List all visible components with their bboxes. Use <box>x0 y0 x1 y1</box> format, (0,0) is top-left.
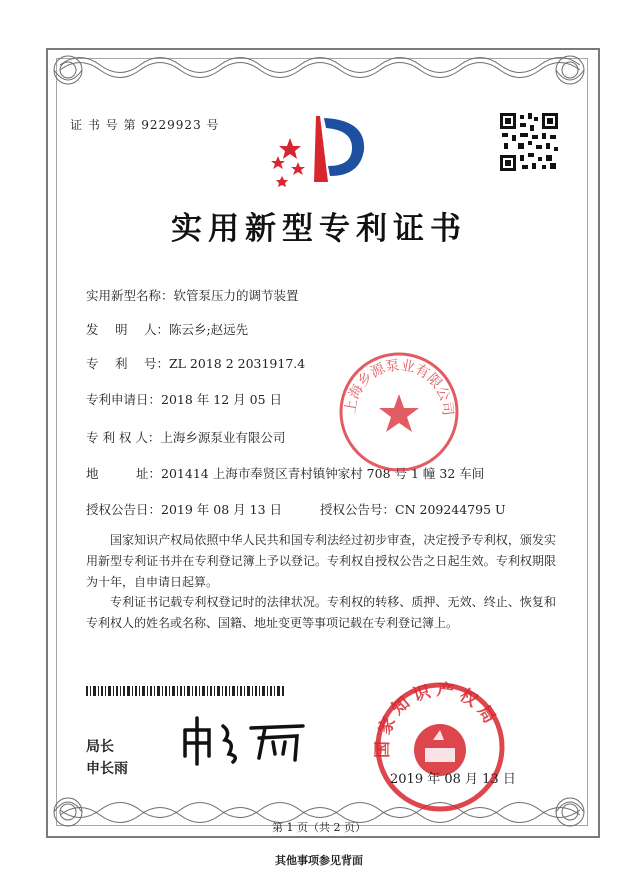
field-label: 授权公告号： <box>320 502 396 517</box>
field-value: 2018 年 12 月 05 日 <box>161 392 283 407</box>
field-label: 实用新型名称： <box>86 288 174 303</box>
company-seal-icon <box>335 348 463 476</box>
qr-code-icon <box>500 113 558 171</box>
patent-number-row <box>86 354 305 372</box>
page-info: 第 1 页（共 2 页） <box>272 821 366 834</box>
legal-paragraph-2: 专利证书记载专利权登记时的法律状况。专利权的转移、质押、无效、终止、恢复和专利权人的姓名或名称、国籍、地址变更等事项记载在专利登记簿上。 <box>86 595 556 630</box>
field-value: CN 209244795 U <box>395 502 506 517</box>
field-value: 上海乡源泵业有限公司 <box>160 430 286 445</box>
seal-text: 上海乡源泵业有限公司 <box>342 357 456 417</box>
filing-date-row <box>86 390 282 408</box>
field-value: ZL 2018 2 2031917.4 <box>168 356 306 371</box>
field-label: 专 利 号： <box>86 356 169 371</box>
corner-ornament-icon <box>530 50 590 110</box>
grant-number-row <box>320 500 506 518</box>
back-note: 其他事项参见背面 <box>275 854 363 867</box>
field-value: 软管泵压力的调节装置 <box>173 288 299 303</box>
handwritten-signature-icon <box>175 712 315 768</box>
seal-text: 国家知识产权局 <box>373 680 503 759</box>
field-value: 2019 年 08 月 13 日 <box>161 502 283 517</box>
certificate-number: 证 书 号 第 9229923 号 <box>70 118 220 132</box>
utility-model-name-row <box>86 286 299 304</box>
top-ornament-icon <box>60 50 580 80</box>
legal-paragraph-1: 国家知识产权局依照中华人民共和国专利法经过初步审查，决定授予专利权，颁发实用新型专利证书并在专利登记簿上予以登记。专利权自授权公告之日起生效。专利权期限为十年，自申请日起算。 <box>86 533 556 589</box>
corner-ornament-icon <box>48 50 108 110</box>
director-name: 申长雨 <box>86 761 128 777</box>
field-label: 地 址： <box>86 466 162 481</box>
patentee-row <box>86 428 285 446</box>
barcode-icon <box>86 686 286 696</box>
field-value: 陈云乡;赵远先 <box>168 322 249 337</box>
field-label: 专利申请日： <box>86 392 162 407</box>
seal-date: 2019 年 08 月 13 日 <box>390 772 516 787</box>
national-ip-office-seal-icon <box>373 680 507 814</box>
field-label: 专 利 权 人： <box>86 430 161 445</box>
field-value: 201414 上海市奉贤区青村镇钟家村 708 号 1 幢 32 车间 <box>161 466 485 481</box>
director-title: 局长 <box>86 739 114 755</box>
page-title: 实用新型专利证书 <box>171 211 467 247</box>
inventor-row <box>86 320 248 338</box>
grant-date-row <box>86 500 282 518</box>
field-label: 发 明 人： <box>86 322 169 337</box>
field-label: 授权公告日： <box>86 502 162 517</box>
patent-office-logo-icon <box>268 110 378 190</box>
